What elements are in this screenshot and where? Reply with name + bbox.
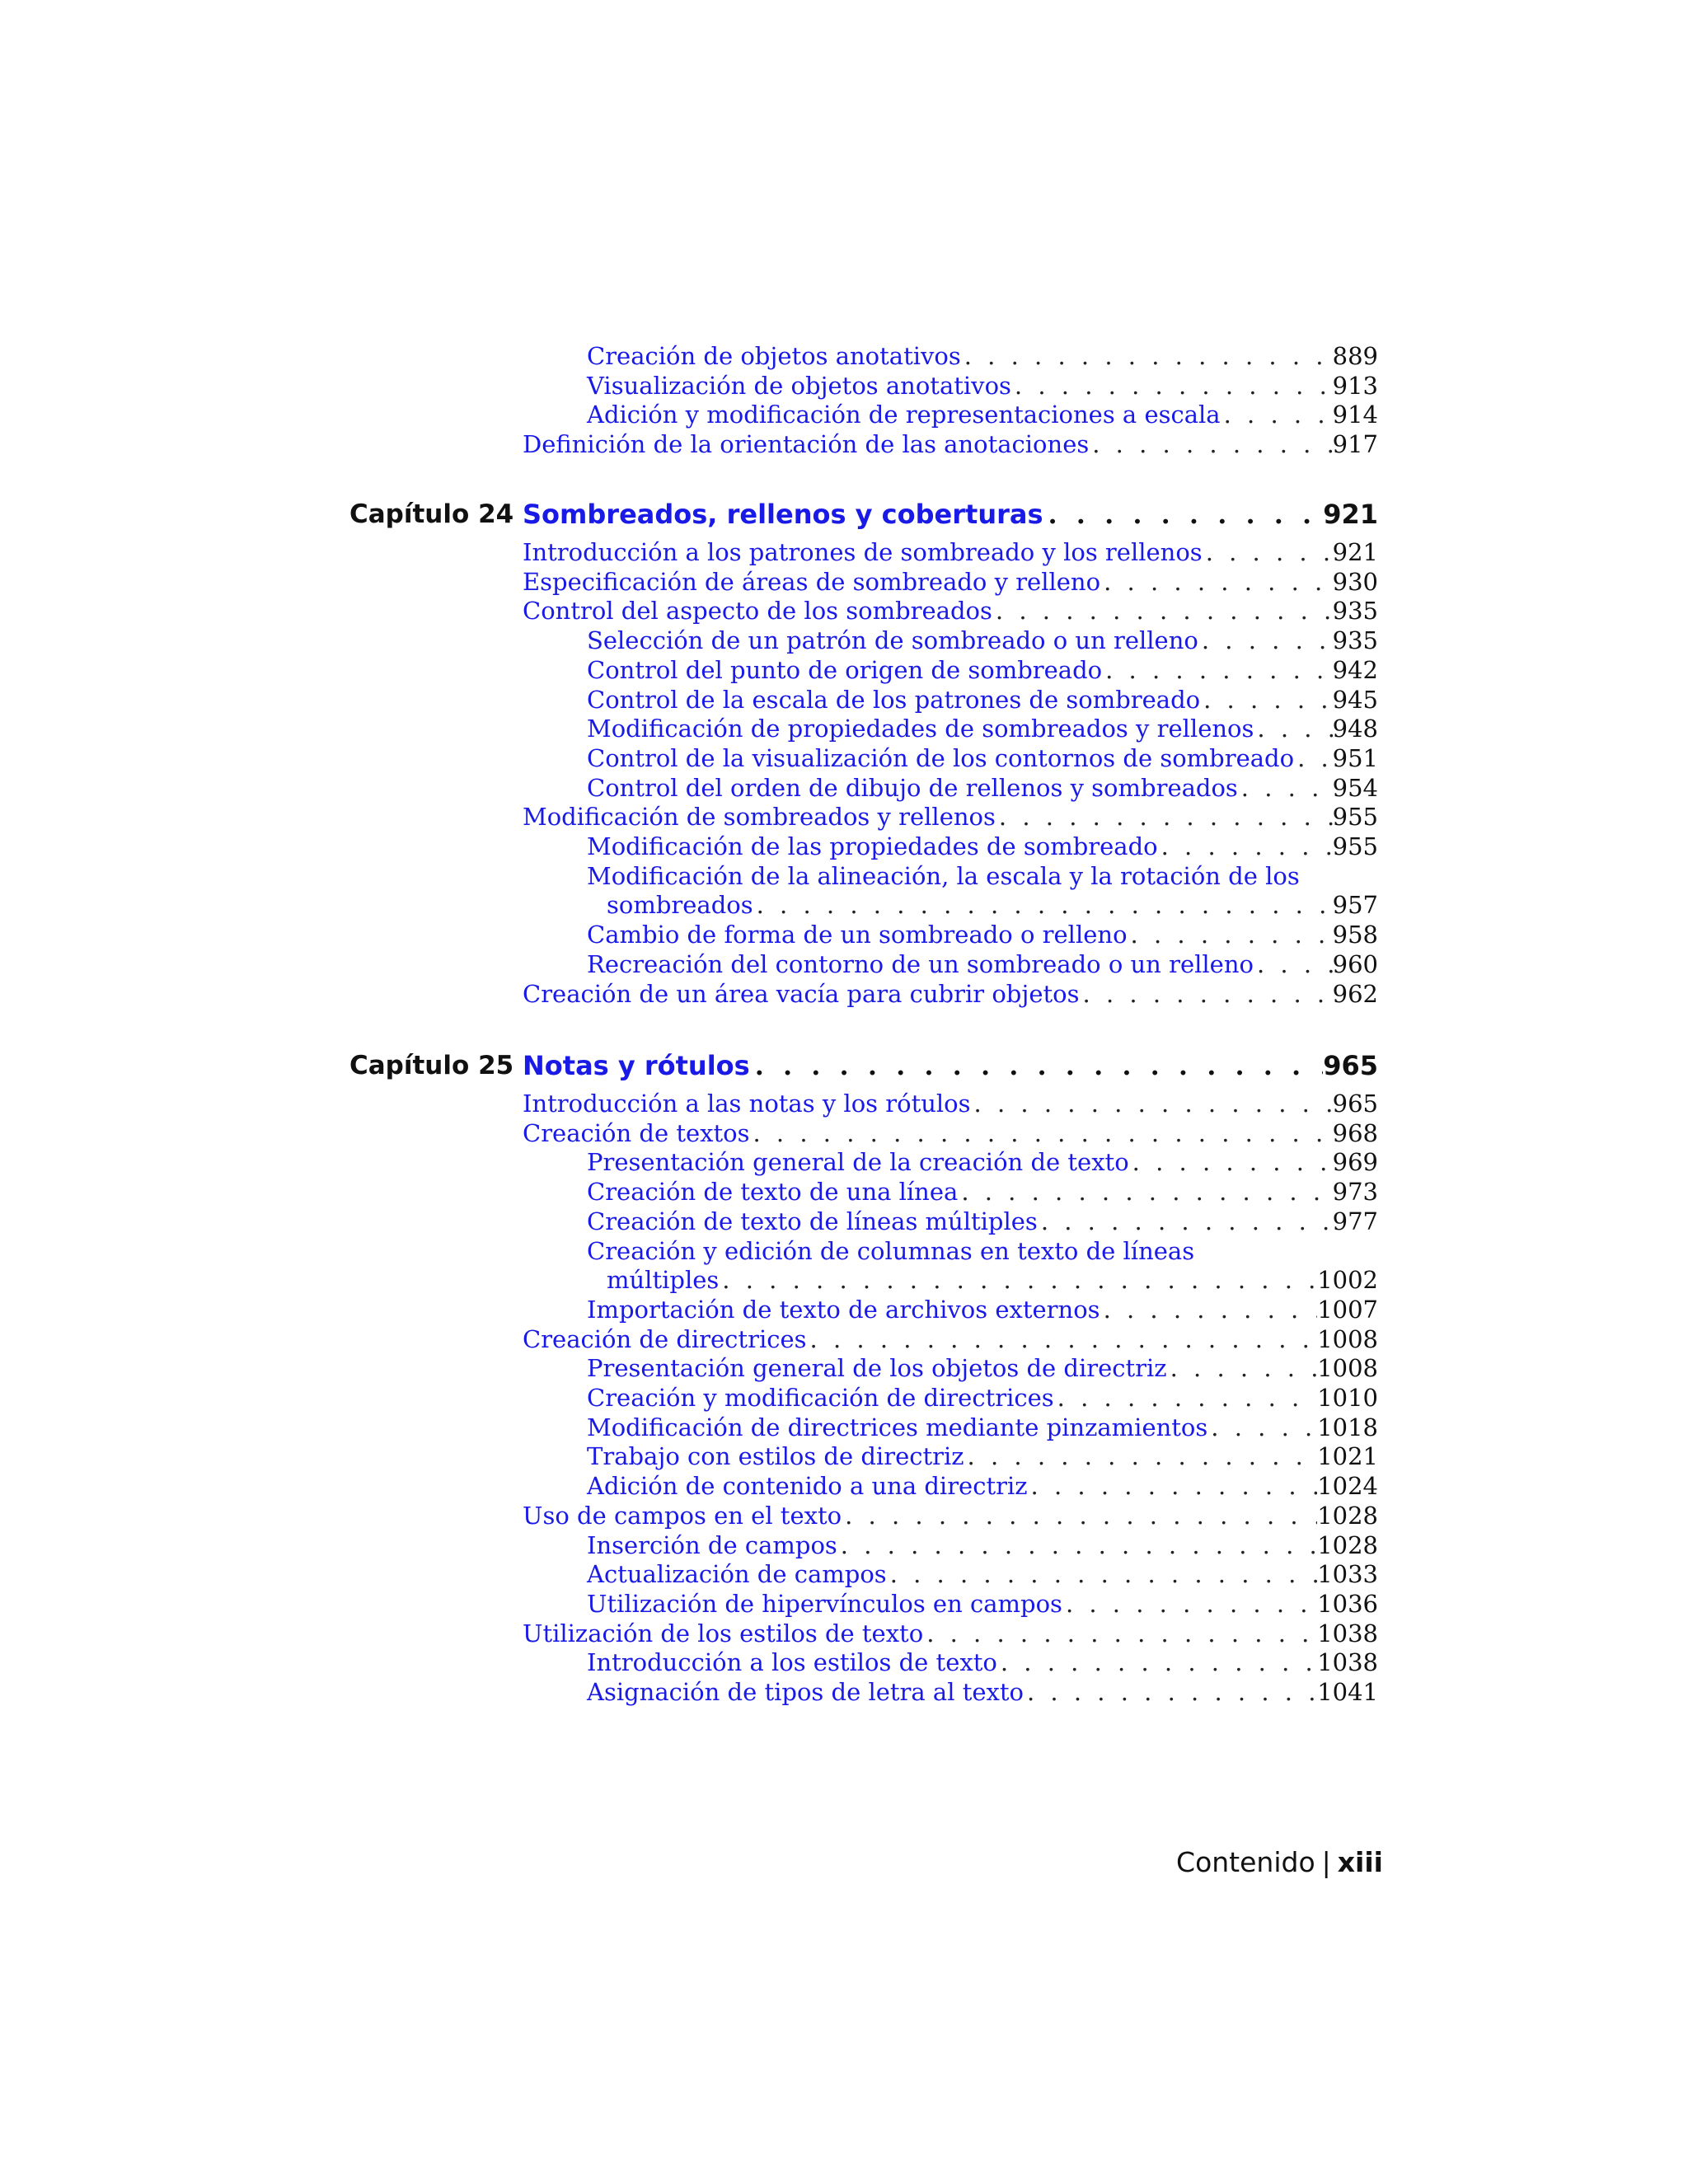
toc-entry-title[interactable]: Recreación del contorno de un sombreado o un relleno [587,949,1254,978]
toc-leader-dots [1200,685,1333,715]
toc-leader-dots [958,1177,1332,1207]
toc-entry[interactable] [587,832,1378,861]
toc-page-number[interactable]: 960 [1332,949,1378,978]
chapter-page-number[interactable]: 965 [1323,1050,1378,1081]
toc-entry-title[interactable]: Creación de objetos anotativos [587,342,961,370]
toc-entry-title[interactable]: Uso de campos en el texto [523,1501,842,1530]
toc-page-number[interactable]: 913 [1332,371,1378,400]
toc-leader-dots [1011,371,1333,401]
toc-page-number[interactable]: 955 [1332,803,1378,832]
toc-entry[interactable] [523,1118,1378,1148]
toc-entry-title[interactable]: Adición de contenido a una directriz [587,1472,1028,1501]
toc-page-number[interactable]: 1018 [1317,1413,1378,1441]
toc-leader-dots [1043,498,1324,531]
toc-entry-title[interactable]: Creación de directrices [523,1324,807,1353]
toc-entry-title[interactable]: Creación de texto de una línea [587,1178,959,1207]
toc-entry[interactable] [523,802,1378,832]
toc-page-number[interactable]: 889 [1332,342,1378,370]
toc-page-number[interactable]: 935 [1332,597,1378,626]
toc-entry[interactable] [587,743,1378,773]
toc-entry-title[interactable]: Creación de un área vacía para cubrir objetos [523,979,1080,1008]
toc-page-number[interactable]: 935 [1332,626,1378,655]
toc-leader-dots [1128,920,1333,949]
toc-entry-title[interactable]: Selección de un patrón de sombreado o un relleno [587,626,1198,655]
toc-entry[interactable] [523,537,1378,567]
toc-entry[interactable] [523,596,1378,626]
toc-page-number[interactable]: 948 [1332,715,1378,743]
toc-entry-continuation[interactable]: múltiples [607,1266,720,1295]
toc-page-number[interactable]: 1021 [1317,1442,1378,1471]
toc-entry[interactable] [587,685,1378,715]
toc-leader-dots [1158,832,1333,861]
chapter-page-number[interactable]: 921 [1323,499,1378,530]
toc-entry[interactable] [607,890,1378,920]
toc-entry[interactable] [587,1413,1378,1442]
toc-page-number[interactable]: 1008 [1317,1354,1378,1383]
chapter-heading[interactable] [523,498,1378,531]
toc-page-number[interactable]: 962 [1332,979,1378,1008]
toc-entry[interactable] [587,1647,1378,1677]
toc-entry-title[interactable]: Introducción a los estilos de texto [587,1648,997,1677]
chapter-heading[interactable] [523,1049,1378,1082]
chapter-label: Capítulo 24 [349,499,514,529]
toc-leader-dots [923,1619,1317,1648]
toc-entry-title[interactable]: Control del orden de dibujo de rellenos y sombreados [587,773,1238,802]
toc-entry-title[interactable]: Trabajo con estilos de directriz [587,1442,964,1471]
toc-page-number[interactable]: 930 [1332,567,1378,596]
toc-entry-title[interactable]: Creación de textos [523,1118,750,1147]
toc-entry[interactable] [587,714,1378,743]
page-footer [1176,1846,1383,1878]
toc-leader-dots [1100,567,1333,597]
toc-leader-dots [1038,1207,1333,1236]
toc-entry[interactable] [587,400,1378,429]
toc-entry-title[interactable]: Presentación general de la creación de texto [587,1148,1129,1177]
footer-page-number: xiii [1337,1846,1383,1878]
toc-leader-dots [1238,773,1333,803]
toc-entry-title[interactable]: Introducción a las notas y los rótulos [523,1090,971,1118]
toc-leader-dots [1024,1677,1317,1707]
toc-leader-dots [997,1647,1317,1677]
toc-entry[interactable] [587,341,1378,371]
toc-entry-title[interactable]: Especificación de áreas de sombreado y relleno [523,567,1101,596]
toc-entry-title[interactable]: Modificación de las propiedades de sombreado [587,832,1158,860]
toc-page-number[interactable]: 968 [1332,1118,1378,1147]
toc-entry[interactable] [587,1383,1378,1413]
toc-page-number[interactable]: 1028 [1317,1530,1378,1559]
toc-leader-dots [837,1530,1317,1560]
toc-leader-dots [1198,626,1333,655]
toc-page-number[interactable]: 1024 [1317,1472,1378,1501]
toc-leader-dots [1167,1353,1318,1383]
toc-entry-title[interactable]: Definición de la orientación de las anotaciones [523,430,1090,459]
toc-page-number[interactable]: 951 [1332,743,1378,772]
toc-page-number[interactable]: 914 [1332,401,1378,429]
toc-page-number[interactable]: 1038 [1317,1648,1378,1677]
toc-entry[interactable] [587,1559,1378,1589]
toc-leader-dots [887,1559,1318,1589]
toc-leader-dots [964,1441,1318,1471]
toc-leader-dots [971,1089,1333,1118]
toc-entry[interactable] [587,655,1378,685]
chapter-title[interactable]: Notas y rótulos [523,1050,750,1081]
toc-entry-title[interactable]: Control del aspecto de los sombreados [523,597,992,626]
toc-entry[interactable] [587,1530,1378,1560]
toc-entry-continuation[interactable]: sombreados [607,891,753,920]
toc-leader-dots [753,890,1333,920]
toc-entry-title[interactable]: Presentación general de los objetos de directriz [587,1354,1167,1383]
toc-leader-dots [750,1118,1333,1148]
toc-page-number[interactable]: 954 [1332,773,1378,802]
toc-page-number[interactable]: 921 [1332,538,1378,566]
toc-entry[interactable] [587,1353,1378,1383]
toc-page-number[interactable]: 917 [1332,430,1378,459]
toc-page-number[interactable]: 1038 [1317,1619,1378,1647]
toc-entry[interactable] [587,1207,1378,1236]
toc-entry[interactable] [523,1501,1378,1530]
toc-entry-title[interactable]: Modificación de la alineación, la escala y la rotación de los [587,861,1300,890]
toc-leader-dots [996,802,1333,832]
chapter-label: Capítulo 25 [349,1051,514,1080]
toc-entry-title[interactable]: Utilización de hipervínculos en campos [587,1589,1062,1618]
toc-entry[interactable] [587,1147,1378,1177]
toc-page-number[interactable]: 942 [1332,655,1378,684]
toc-entry[interactable] [607,1265,1378,1295]
toc-entry[interactable] [587,371,1378,401]
toc-page-number[interactable]: 957 [1332,891,1378,920]
toc-leader-dots [1221,400,1333,429]
toc-page-number[interactable]: 1002 [1317,1266,1378,1295]
toc-entry[interactable] [587,1471,1378,1501]
toc-leader-dots [961,341,1333,371]
toc-page-number[interactable]: 973 [1332,1178,1378,1207]
toc-page-number[interactable]: 1041 [1317,1678,1378,1706]
toc-entry-title[interactable]: Utilización de los estilos de texto [523,1619,924,1647]
toc-entry-title[interactable]: Inserción de campos [587,1530,837,1559]
toc-page-number[interactable]: 945 [1332,685,1378,714]
toc-leader-dots [1294,743,1333,773]
toc-leader-dots [1207,1413,1317,1442]
toc-entry-title[interactable]: Importación de texto de archivos externos [587,1295,1100,1324]
toc-entry-title[interactable]: Modificación de directrices mediante pinzamientos [587,1413,1208,1441]
toc-entry[interactable] [523,979,1378,1009]
toc-entry-title[interactable]: Actualización de campos [587,1560,887,1589]
toc-leader-dots [1254,714,1332,743]
toc-leader-dots [1129,1147,1333,1177]
footer-section-label: Contenido [1176,1846,1315,1878]
toc-entry[interactable] [587,1589,1378,1619]
toc-page-number[interactable]: 1007 [1317,1295,1378,1324]
toc-entry-title[interactable]: Adición y modificación de representaciones a escala [587,401,1221,429]
chapter-title[interactable]: Sombreados, rellenos y coberturas [523,499,1043,530]
toc-entry-title[interactable]: Control del punto de origen de sombreado [587,655,1103,684]
toc-leader-dots [750,1049,1324,1082]
toc-entry[interactable] [587,773,1378,803]
toc-entry[interactable] [523,567,1378,597]
toc-entry[interactable] [523,429,1378,459]
toc-page-number[interactable]: 958 [1332,921,1378,949]
toc-page-number[interactable]: 977 [1332,1207,1378,1235]
toc-entry-title[interactable]: Visualización de objetos anotativos [587,371,1011,400]
toc-leader-dots [1028,1471,1318,1501]
toc-entry-title[interactable]: Modificación de propiedades de sombreados y rellenos [587,715,1254,743]
toc-entry-title[interactable]: Cambio de forma de un sombreado o relleno [587,921,1128,949]
toc-entry-title[interactable]: Asignación de tipos de letra al texto [587,1678,1024,1706]
toc-entry[interactable] [587,1177,1378,1207]
toc-page-number[interactable]: 1036 [1317,1589,1378,1618]
toc-entry[interactable] [523,1619,1378,1648]
toc-page-number[interactable]: 1033 [1317,1560,1378,1589]
toc-entry[interactable] [523,1324,1378,1354]
toc-entry[interactable] [587,949,1378,979]
toc-leader-dots [1100,1295,1318,1324]
toc-leader-dots [1089,429,1332,459]
toc-entry[interactable] [587,1295,1378,1324]
toc-entry-title[interactable]: Creación y modificación de directrices [587,1384,1054,1412]
toc-page-number[interactable]: 1010 [1317,1384,1378,1412]
toc-leader-dots [1062,1589,1317,1619]
toc-leader-dots [992,596,1333,626]
toc-entry-title[interactable]: Control de la escala de los patrones de sombreado [587,685,1201,714]
toc-entry[interactable] [587,1441,1378,1471]
toc-entry-title[interactable]: Introducción a los patrones de sombreado y los rellenos [523,538,1203,566]
toc-leader-dots [842,1501,1317,1530]
toc-page-number[interactable]: 955 [1332,832,1378,860]
toc-page-number[interactable]: 1008 [1317,1324,1378,1353]
toc-entry-title[interactable]: Creación de texto de líneas múltiples [587,1207,1038,1235]
toc-entry-title[interactable]: Control de la visualización de los contornos de sombreado [587,743,1295,772]
toc-leader-dots [1254,949,1333,979]
toc-page-number[interactable]: 969 [1332,1148,1378,1177]
toc-leader-dots [1054,1383,1318,1413]
toc-leader-dots [1203,537,1333,567]
toc-leader-dots [807,1324,1318,1354]
toc-entry-title[interactable]: Creación y edición de columnas en texto de líneas [587,1236,1195,1265]
toc-page-number[interactable]: 1028 [1317,1501,1378,1530]
toc-page-number[interactable]: 965 [1332,1090,1378,1118]
toc-entry[interactable] [587,920,1378,949]
toc-leader-dots [1102,655,1333,685]
footer-separator: | [1321,1846,1331,1878]
toc-entry[interactable] [587,1677,1378,1707]
toc-entry[interactable] [523,1089,1378,1118]
toc-leader-dots [719,1265,1317,1295]
toc-entry[interactable] [587,626,1378,655]
toc-entry-title[interactable]: Modificación de sombreados y rellenos [523,803,996,832]
toc-leader-dots [1080,979,1333,1009]
